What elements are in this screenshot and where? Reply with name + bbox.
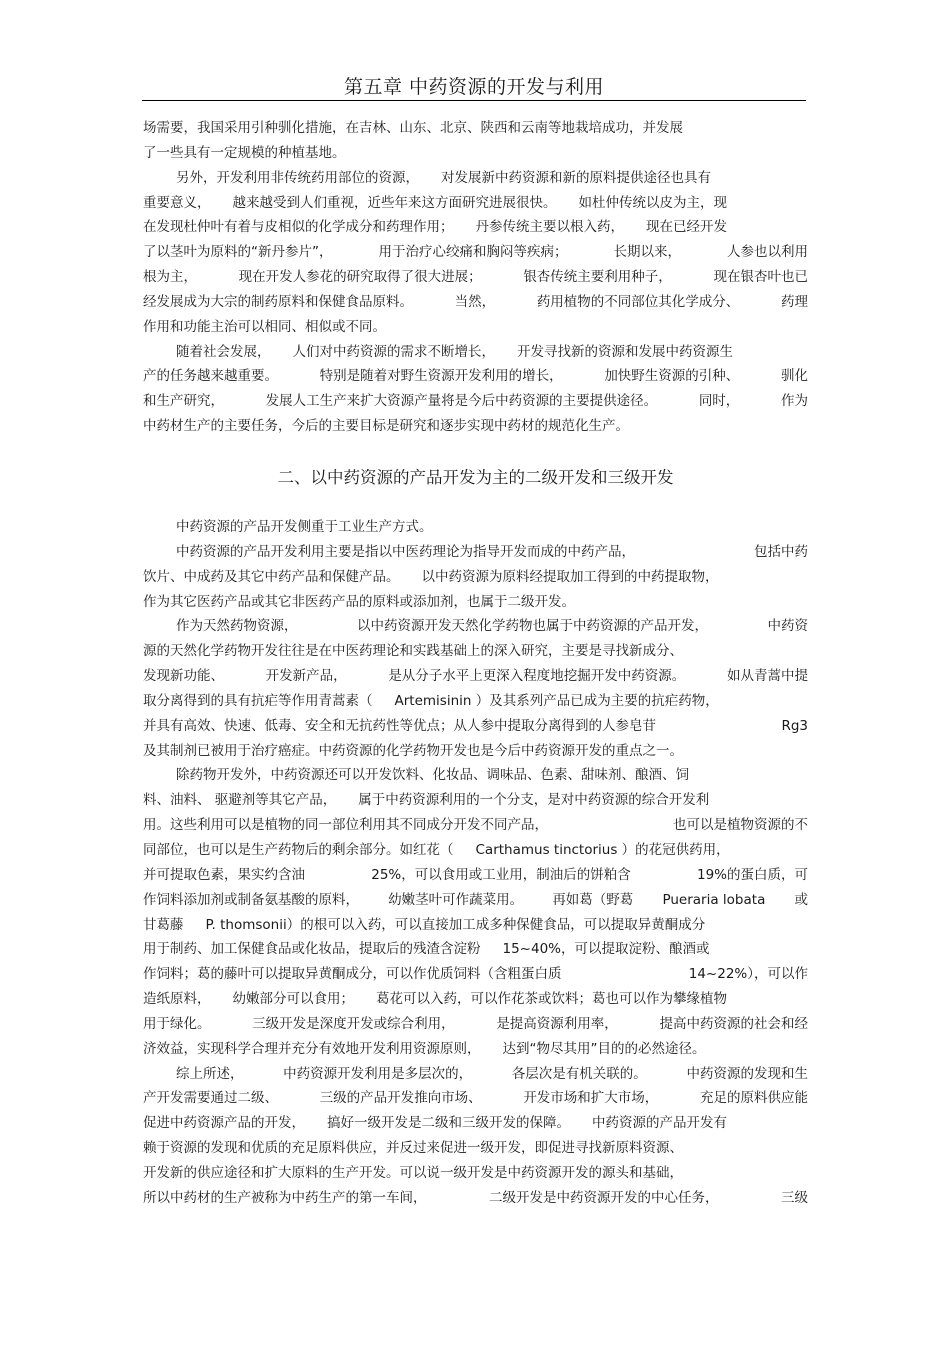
text-segment: 各层次是有机关联的。 (511, 1065, 647, 1082)
text-line (143, 888, 808, 913)
text-segment: Carthamus tinctorius ）的花冠供药用， (475, 841, 730, 858)
text-line (143, 739, 808, 764)
text-segment: 是提高资源利用率， (496, 1015, 618, 1032)
text-line (143, 240, 808, 265)
text-segment: 如杜仲传统以皮为主，现 (578, 194, 727, 211)
text-line (143, 639, 808, 664)
text-line (143, 937, 808, 962)
text-segment: 随着社会发展， (176, 343, 271, 360)
text-segment: 充足的原料供应能 (699, 1090, 808, 1107)
body-text-top (143, 116, 808, 439)
text-segment: 现在银杏叶也已 (713, 269, 808, 286)
text-segment: 人参也以利用 (727, 244, 808, 261)
body-text-bottom (143, 515, 808, 1211)
text-segment: 二级开发是中药资源开发的中心任务， (489, 1189, 719, 1206)
text-segment: 对发展新中药资源和新的原料提供途径也具有 (441, 169, 711, 186)
text-line (143, 141, 808, 166)
text-segment: 甘葛藤 (143, 916, 184, 933)
text-segment: Rg3 (781, 717, 808, 734)
text-line (143, 191, 808, 216)
text-segment: 也可以是植物资源的不 (673, 817, 808, 834)
text-segment: 场需要，我国采用引种驯化措施，在吉林、山东、北京、陕西和云南等地栽培成功，并发展 (143, 120, 683, 136)
text-segment: 及其制剂已被用于治疗癌症。中药资源的化学药物开发也是今后中药资源开发的重点之一。 (143, 742, 683, 759)
text-segment: 加快野生资源的引种、 (604, 368, 740, 385)
text-segment: 现在开发人参花的研究取得了很大进展； (238, 269, 482, 286)
section-heading: 二、以中药资源的产品开发为主的二级开发和三级开发 (277, 468, 674, 487)
chapter-title: 第五章 中药资源的开发与利用 (343, 76, 605, 98)
text-segment: P. thomsonii）的根可以入药，可以直接加工成多种保健食品，可以提取异黄酮成分 (205, 916, 706, 933)
text-line (143, 116, 808, 141)
text-segment: 中药资源的产品开发利用主要是指以中医药理论为指导开发而成的中药产品， (176, 543, 635, 560)
text-segment: 根为主， (143, 269, 197, 286)
text-segment: 作为 (780, 393, 808, 410)
text-segment: 取分离得到的具有抗疟等作用青蒿素（ (143, 692, 373, 709)
text-segment: 开发新的供应途径和扩大原料的生产开发。可以说一级开发是中药资源开发的源头和基础， (143, 1164, 683, 1181)
text-segment: 药用植物的不同部位其化学成分、 (536, 293, 740, 310)
text-line (143, 414, 808, 439)
text-segment: 重要意义， (143, 194, 211, 211)
text-segment: 促进中药资源产品的开发， (143, 1115, 305, 1132)
text-segment: 开发寻找新的资源和发展中药资源生 (517, 343, 733, 360)
text-segment: 了一些具有一定规模的种植基地。 (143, 144, 346, 161)
text-segment: 银杏传统主要利用种子， (523, 269, 672, 286)
text-line (143, 515, 808, 540)
text-line (143, 664, 808, 689)
text-segment: 用于制药、加工保健食品或化妆品，提取后的残渣含淀粉 (143, 941, 481, 958)
text-segment: 幼嫩茎叶可作蔬菜用。 (388, 891, 524, 908)
text-line (143, 389, 808, 414)
text-segment: 如从青蒿中提 (726, 668, 808, 685)
text-segment: 中药资源的发现和生 (686, 1065, 808, 1082)
text-segment: 和生产研究， (143, 393, 224, 410)
text-segment: 作为天然药物资源， (176, 618, 298, 635)
text-segment: 再如葛（野葛 (552, 891, 634, 908)
text-segment: 中药资源开发利用是多层次的， (283, 1065, 473, 1082)
text-line (143, 265, 808, 290)
text-segment: 人们对中药资源的需求不断增长， (292, 343, 495, 360)
text-segment: 或 (794, 891, 808, 908)
text-line (143, 763, 808, 788)
text-segment: 当然， (454, 293, 496, 310)
text-segment: 作用和功能主治可以相同、相似或不同。 (143, 318, 386, 335)
text-segment: 作为其它医药产品或其它非医药产品的原料或添加剂，也属于二级开发。 (143, 593, 575, 610)
text-segment: 在发现杜仲叶有着与皮相似的化学成分和药理作用； (143, 219, 454, 236)
text-line (143, 1037, 808, 1062)
text-segment: 现在已经开发 (646, 219, 727, 236)
text-line (143, 614, 808, 639)
text-segment: 饮片、中成药及其它中药产品和保健产品。 (143, 568, 400, 585)
text-segment: 开发市场和扩大市场， (523, 1090, 659, 1107)
text-segment: 14~22%），可以作 (688, 966, 808, 983)
text-segment: 了以茎叶为原料的“新丹参片”， (143, 244, 333, 261)
text-line (143, 689, 808, 714)
text-segment: 发展人工生产来扩大资源产量将是今后中药资源的主要提供途径。 (265, 393, 658, 410)
text-segment: 另外，开发利用非传统药用部位的资源， (176, 169, 419, 186)
text-segment: 并具有高效、快速、低毒、安全和无抗药性等优点；从人参中提取分离得到的人参皂苷 (143, 717, 656, 734)
text-segment: 属于中药资源利用的一个分支，是对中药资源的综合开发利 (358, 792, 710, 809)
text-line (143, 1136, 808, 1161)
text-segment: 赖于资源的发现和优质的充足原料供应，并反过来促进一级开发，即促进寻找新原料资源、 (143, 1140, 683, 1157)
text-segment: 作饲料；葛的藤叶可以提取异黄酮成分，可以作优质饲料（含粗蛋白质 (143, 966, 562, 983)
text-line (143, 540, 808, 565)
text-segment: 是从分子水平上更深入程度地挖掘开发中药资源。 (388, 668, 686, 685)
text-segment: 产的任务越来越重要。 (143, 368, 278, 385)
text-segment: 用于绿化。 (143, 1015, 211, 1032)
text-line (143, 1012, 808, 1037)
text-segment: 15~40%，可以提取淀粉、酿酒或 (502, 941, 710, 958)
text-line (143, 1086, 808, 1111)
text-line (143, 590, 808, 615)
text-segment: 中药资 (767, 618, 808, 635)
text-line (143, 913, 808, 938)
text-segment: 综上所述， (176, 1065, 244, 1082)
text-segment: 除药物开发外，中药资源还可以开发饮料、化妆品、调味品、色素、甜味剂、酿酒、饲 (176, 767, 689, 784)
text-segment: 料、油料、 驱避剂等其它产品， (143, 792, 337, 809)
text-segment: 用。这些利用可以是植物的同一部位利用其不同成分开发不同产品， (143, 817, 548, 834)
text-segment: 越来越受到人们重视，近些年来这方面研究进展很快。 (232, 194, 557, 211)
text-line (143, 1161, 808, 1186)
page-header (142, 66, 806, 101)
text-line (143, 364, 808, 389)
text-segment: 同部位，也可以是生产药物后的剩余部分。如红花（ (143, 841, 454, 858)
text-segment: 开发新产品， (265, 668, 347, 685)
text-line (143, 788, 808, 813)
text-segment: 25%，可以食用或工业用，制油后的饼粕含 (371, 866, 631, 883)
text-line (143, 987, 808, 1012)
text-segment: 产开发需要通过二级、 (143, 1090, 278, 1107)
text-line (143, 565, 808, 590)
text-line (143, 863, 808, 888)
text-segment: 葛花可以入药，可以作花茶或饮料；葛也可以作为攀缘植物 (376, 991, 727, 1008)
text-line (143, 215, 808, 240)
text-line (143, 315, 808, 340)
text-segment: 包括中药 (754, 543, 808, 560)
text-segment: 所以中药材的生产被称为中药生产的第一车间， (143, 1189, 427, 1206)
text-segment: Pueraria lobata (662, 891, 766, 908)
text-segment: 以中药资源为原料经提取加工得到的中药提取物， (421, 568, 719, 585)
text-segment: Artemisinin ）及其系列产品已成为主要的抗疟药物， (394, 692, 719, 709)
text-segment: 用于治疗心绞痛和胸闷等疾病； (378, 244, 568, 261)
text-line (143, 1062, 808, 1087)
text-segment: 济效益，实现科学合理并充分有效地开发利用资源原则， (143, 1040, 481, 1057)
text-line (143, 1111, 808, 1136)
text-line (143, 290, 808, 315)
text-line (143, 714, 808, 739)
text-segment: 三级的产品开发推向市场、 (319, 1090, 482, 1107)
text-segment: 造纸原料， (143, 991, 211, 1008)
text-segment: 同时， (698, 393, 740, 410)
text-segment: 中药资源的产品开发侧重于工业生产方式。 (176, 519, 433, 535)
text-segment: 特别是随着对野生资源开发利用的增长， (319, 368, 563, 385)
text-segment: 提高中药资源的社会和经 (659, 1015, 808, 1032)
text-segment: 达到“物尽其用”目的的必然途径。 (502, 1040, 706, 1057)
text-line (143, 962, 808, 987)
text-segment: 作饲料添加剂或制备氨基酸的原料， (143, 891, 359, 908)
text-segment: 三级 (781, 1189, 808, 1206)
text-segment: 长期以来， (613, 244, 681, 261)
text-segment: 中药材生产的主要任务，今后的主要目标是研究和逐步实现中药材的规范化生产。 (143, 418, 629, 435)
text-segment: 以中药资源开发天然化学药物也属于中药资源的产品开发， (357, 618, 708, 635)
text-line (143, 166, 808, 191)
text-segment: 药理 (780, 293, 808, 310)
text-segment: 源的天然化学药物开发往往是在中医药理论和实践基础上的深入研究，主要是寻找新成分、 (143, 643, 683, 660)
text-segment: 驯化 (780, 368, 808, 385)
text-line (143, 838, 808, 863)
text-segment: 中药资源的产品开发有 (592, 1115, 727, 1132)
text-segment: 三级开发是深度开发或综合利用， (252, 1015, 455, 1032)
text-line (143, 340, 808, 365)
text-segment: 搞好一级开发是二级和三级开发的保障。 (327, 1115, 570, 1132)
text-segment: 并可提取色素，果实约含油 (143, 866, 305, 883)
text-segment: 幼嫩部分可以食用； (232, 991, 354, 1008)
text-segment: 发现新功能、 (143, 668, 224, 685)
text-line (143, 813, 808, 838)
text-segment: 经发展成为大宗的制药原料和保健食品原料。 (143, 293, 413, 310)
text-segment: 丹参传统主要以根入药， (475, 219, 624, 236)
text-segment: 19%的蛋白质，可 (696, 866, 808, 883)
text-line (143, 1186, 808, 1211)
